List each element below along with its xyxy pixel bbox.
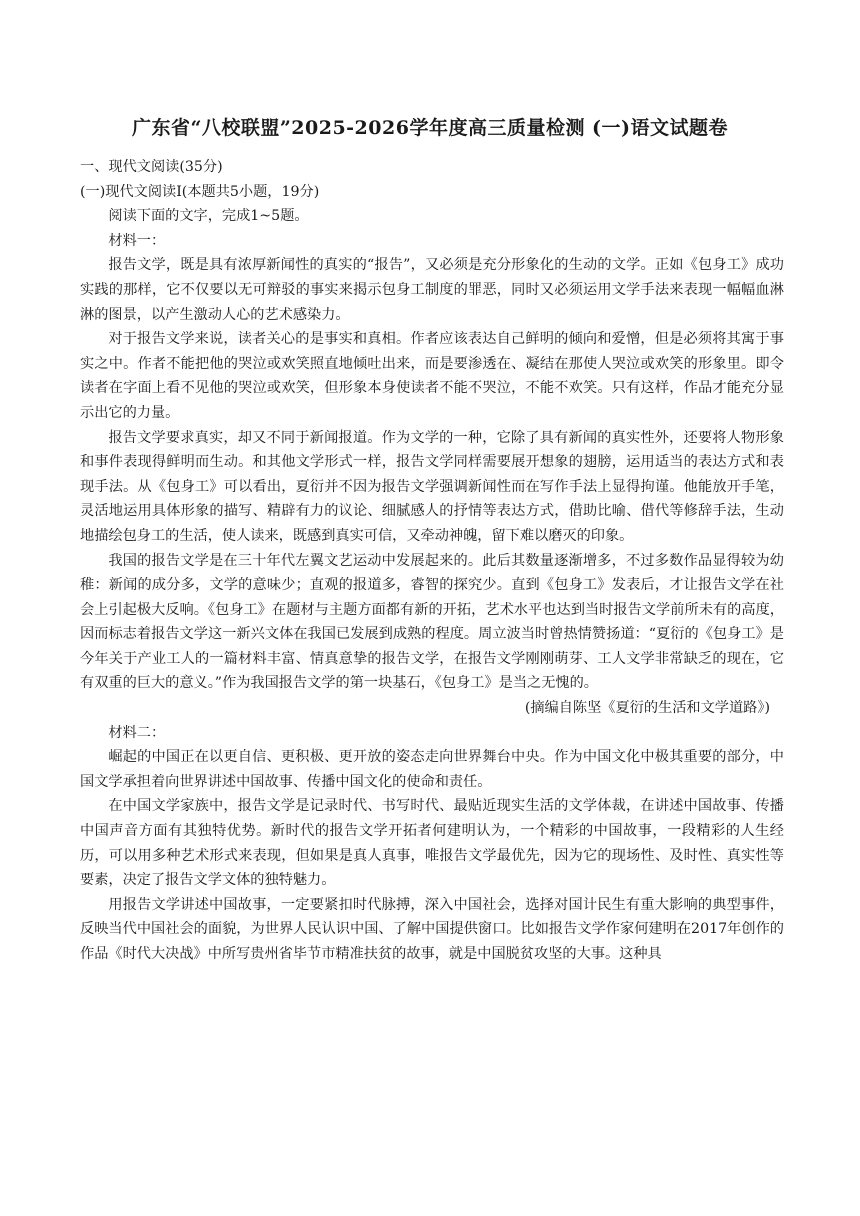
material-two-label: 材料二： (108, 724, 166, 741)
material-one-label: 材料一： (108, 232, 166, 249)
exam-title: 广东省“八校联盟”2025-2026学年度高三质量检测 (一)语文试题卷 (131, 117, 729, 139)
material-two-paragraph: 用报告文学讲述中国故事，一定要紧扣时代脉搏，深入中国社会，选择对国计民生有重大影响的典型事件，反映当代中国社会的面貌，为世界人民认识中国、了解中国提供窗口。比如报告文学作家何建明在2017年创作的作品《时代大决战》中所写贵州省毕节市精准扶贫的故事，就是中国脱贫攻坚的大事。这种具 (80, 896, 784, 962)
material-one-source: (摘编自陈坚《夏衍的生活和文学道路》) (524, 700, 770, 717)
material-one-paragraph: 报告文学要求真实，却又不同于新闻报道。作为文学的一种，它除了具有新闻的真实性外，还要将人物形象和事件表现得鲜明而生动。和其他文学形式一样，报告文学同样需要展开想象的翅膀，运用适当的表达方式和表现手法。从《包身工》可以看出，夏衍并不因为报告文学强调新闻性而在写作手法上显得拘谨。他能放开手笔，灵活地运用具体形象的描写、精辟有力的议论、细腻感人的抒情等表达方式，借助比喻、借代等修辞手法，生动地描绘包身工的生活，使人读来，既感到真实可信，又牵动神魄，留下难以磨灭的印象。 (80, 429, 784, 544)
subsection-heading: (一)现代文阅读Ⅰ(本题共5小题，19分) (80, 183, 320, 200)
material-two-paragraph: 崛起的中国正在以更自信、更积极、更开放的姿态走向世界舞台中央。作为中国文化中极其重要的部分，中国文学承担着向世界讲述中国故事、传播中国文化的使命和责任。 (80, 749, 784, 790)
material-one-paragraph: 对于报告文学来说，读者关心的是事实和真相。作者应该表达自己鲜明的倾向和爱憎，但是必须将其寓于事实之中。作者不能把他的哭泣或欢笑照直地倾吐出来，而是要渗透在、凝结在那使人哭泣或欢笑的形象里。即令读者在字面上看不见他的哭泣或欢笑，但形象本身使读者不能不哭泣，不能不欢笑。只有这样，作品才能充分显示出它的力量。 (80, 331, 784, 421)
exam-content (80, 155, 784, 967)
material-one-paragraph: 报告文学，既是具有浓厚新闻性的真实的“报告”，又必须是充分形象化的生动的文学。正如《包身工》成功实践的那样，它不仅要以无可辩驳的事实来揭示包身工制度的罪恶，同时又必须运用文学手法来表现一幅幅血淋淋的图景，以产生激动人心的艺术感染力。 (80, 257, 784, 323)
section-heading: 一、现代文阅读(35分) (80, 159, 223, 175)
material-two-paragraph: 在中国文学家族中，报告文学是记录时代、书写时代、最贴近现实生活的文学体裁，在讲述中国故事、传播中国声音方面有其独特优势。新时代的报告文学开拓者何建明认为，一个精彩的中国故事，一段精彩的人生经历，可以用多种艺术形式来表现，但如果是真人真事，唯报告文学最优先，因为它的现场性、及时性、真实性等要素，决定了报告文学文体的独特魅力。 (80, 798, 784, 889)
reading-instruction: 阅读下面的文字，完成1~5题。 (108, 208, 309, 225)
material-one-paragraph: 我国的报告文学是在三十年代左翼文艺运动中发展起来的。此后其数量逐渐增多，不过多数作品显得较为幼稚：新闻的成分多，文学的意味少；直观的报道多，睿智的探究少。直到《包身工》发表后，才让报告文学在社会上引起极大反响。《包身工》在题材与主题方面都有新的开拓，艺术水平也达到当时报告文学前所未有的高度，因而标志着报告文学这一新兴文体在我国已发展到成熟的程度。周立波当时曾热情赞扬道：“夏衍的《包身工》是今年关于产业工人的一篇材料丰富、情真意挚的报告文学，在报告文学刚刚萌芽、工人文学非常缺乏的现在，它有双重的巨大的意义。”作为我国报告文学的第一块基石，《包身工》是当之无愧的。 (80, 552, 784, 692)
